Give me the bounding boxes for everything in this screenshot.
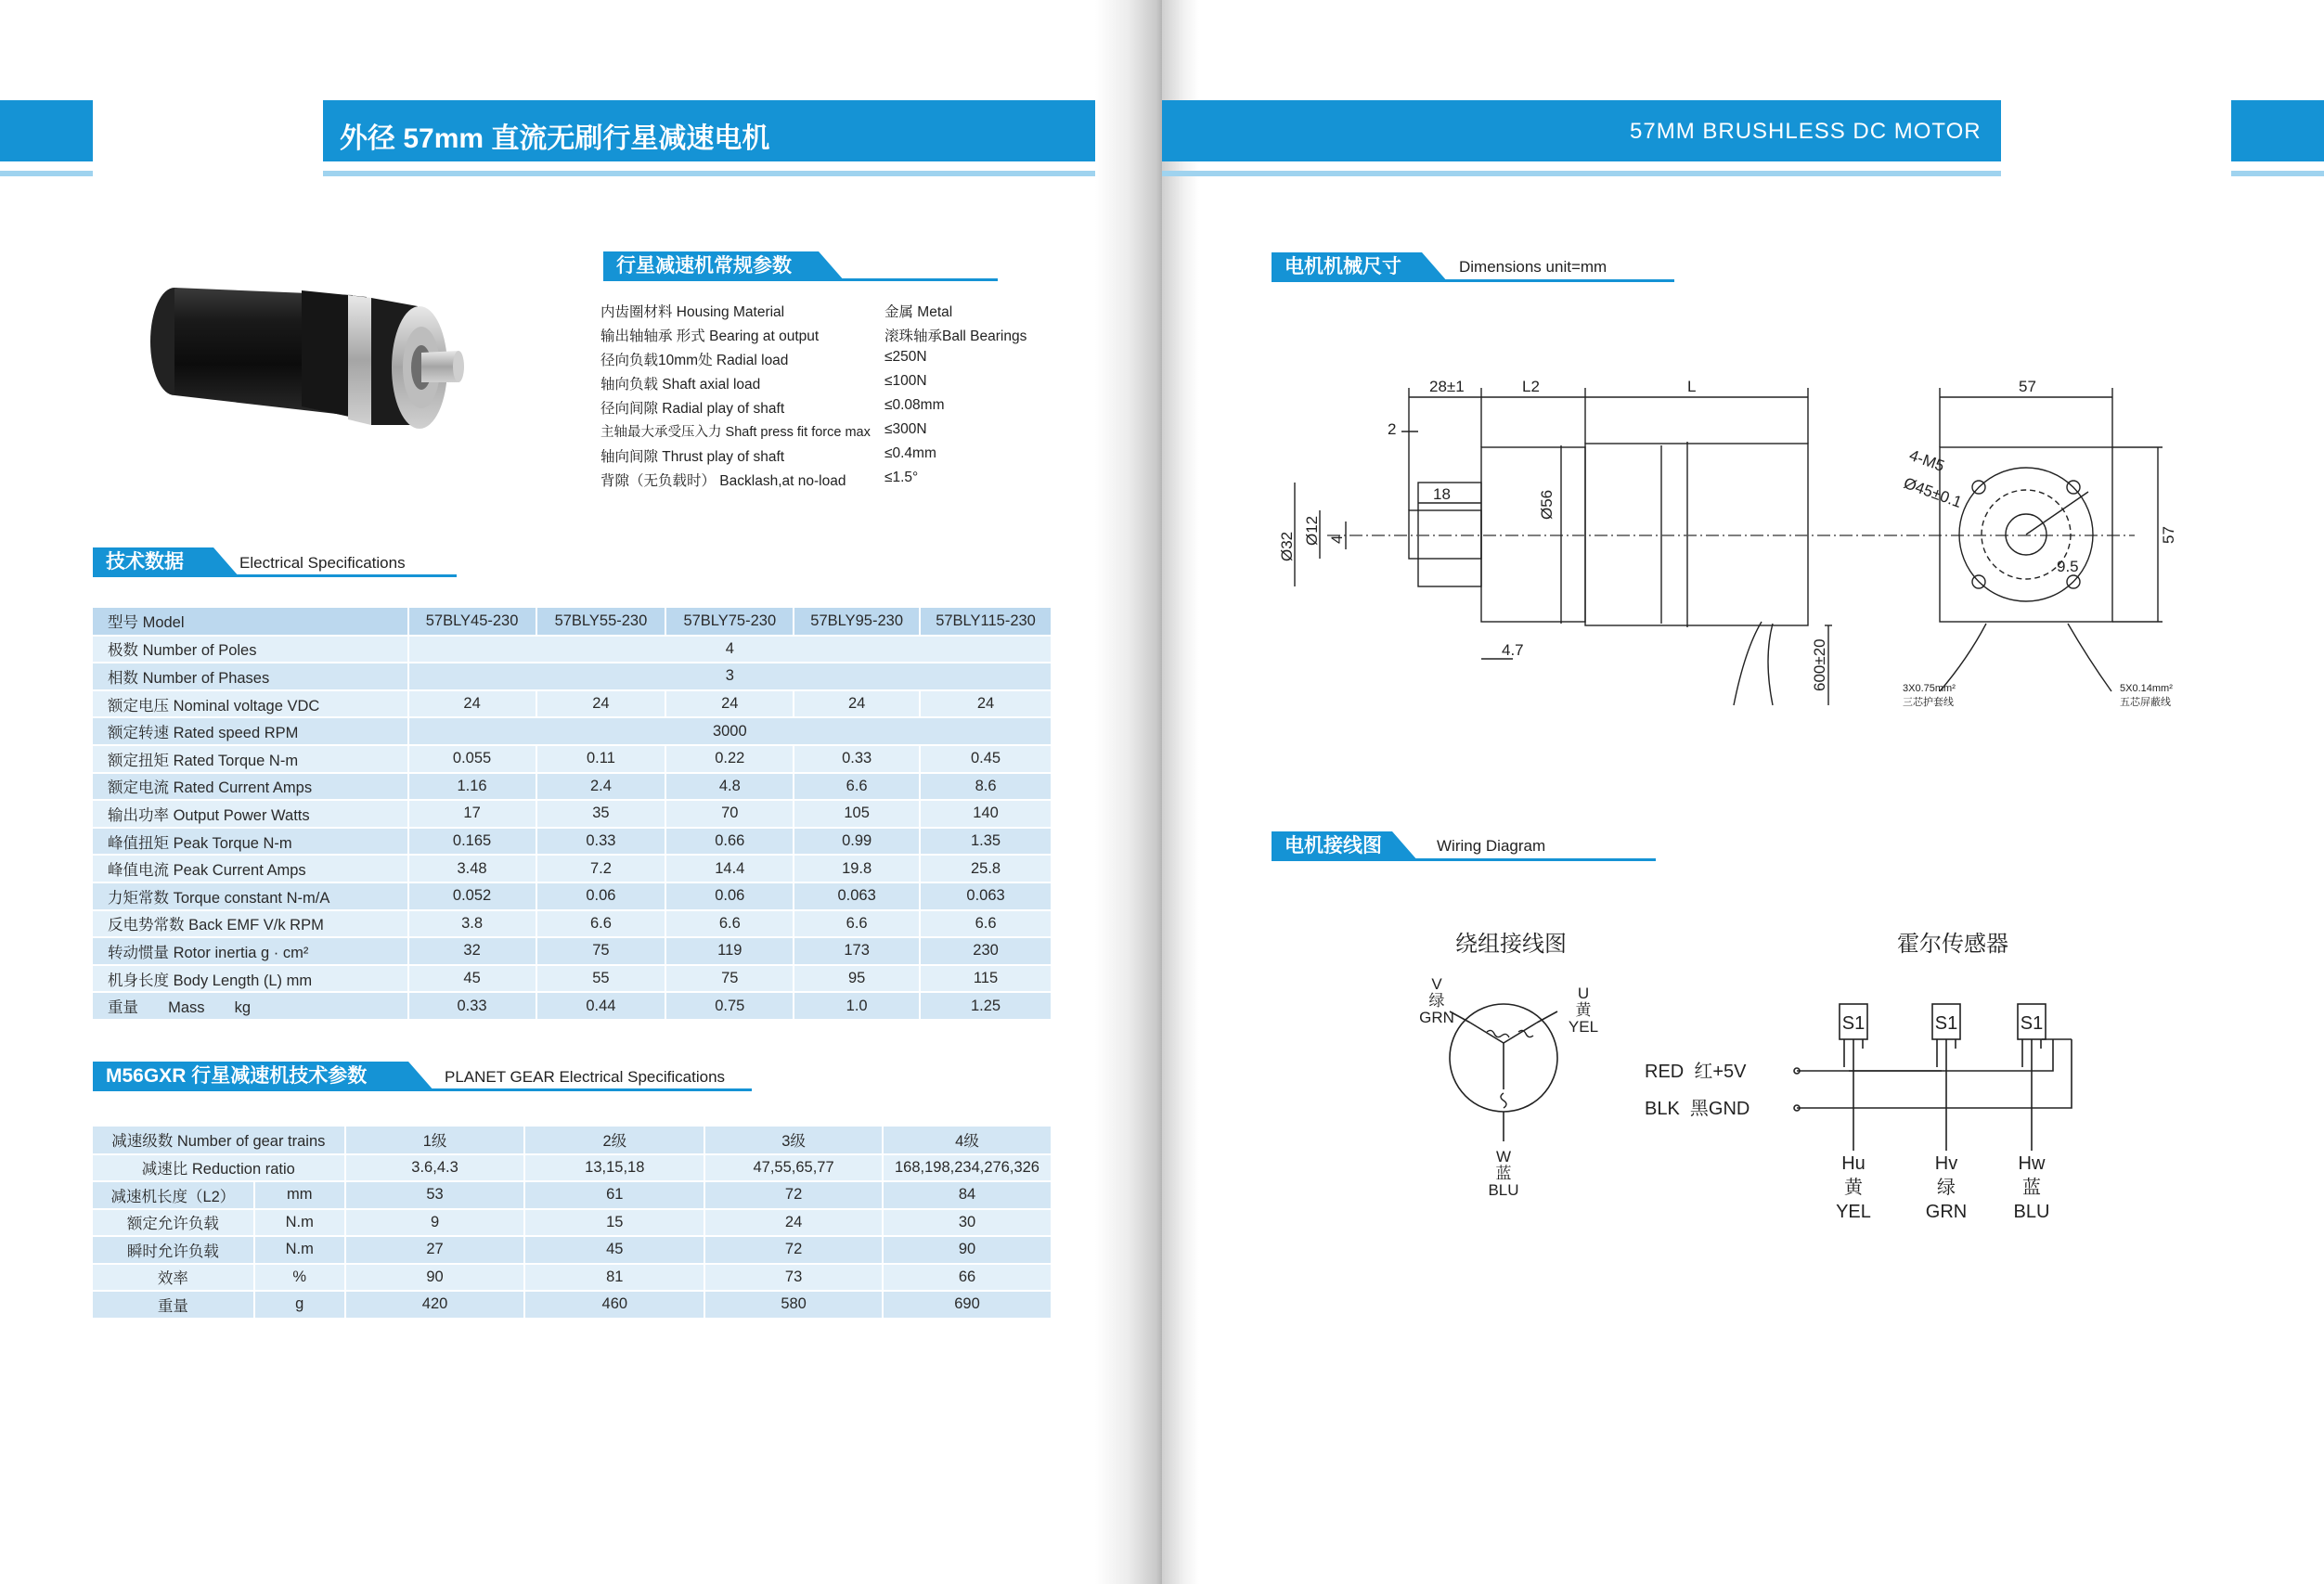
table-row — [93, 855, 1052, 882]
param-value: 金属 Metal — [884, 304, 953, 320]
table-cell: 53 — [345, 1181, 525, 1209]
table-cell: 119 — [665, 937, 794, 965]
table-cell: 0.06 — [536, 882, 666, 910]
row-label: 机身长度 Body Length (L) mm — [93, 965, 408, 993]
winding-v-en: GRN — [1419, 1009, 1454, 1026]
hall-sensor-label: S1 — [1841, 1013, 1866, 1034]
table-cell: 3000 — [408, 717, 1052, 745]
table-cell: 15 — [524, 1209, 704, 1237]
table-cell: 4 — [408, 636, 1052, 663]
hall-title: 霍尔传感器 — [1897, 932, 2008, 957]
table-cell: 14.4 — [665, 855, 794, 882]
table-cell: 580 — [704, 1291, 883, 1319]
table-cell: 90 — [345, 1264, 525, 1292]
header-cell: 57BLY55-230 — [536, 608, 666, 636]
shaft-outline — [1409, 510, 1481, 559]
dim-2: 2 — [1388, 420, 1397, 438]
winding-u-en: YEL — [1568, 1018, 1599, 1036]
row-unit: g — [254, 1291, 345, 1319]
winding-v-label: V — [1431, 975, 1442, 993]
param-value: ≤0.08mm — [884, 397, 945, 413]
param-value: 滚珠轴承Ball Bearings — [884, 328, 1027, 344]
header-band-left-stub — [0, 100, 93, 161]
row-label: 额定电流 Rated Current Amps — [93, 773, 408, 801]
table-cell: 4.8 — [665, 773, 794, 801]
dimension-drawing — [1272, 371, 2237, 724]
table-row — [93, 1264, 1052, 1292]
table-row — [93, 1291, 1052, 1319]
table-cell: 0.33 — [408, 992, 536, 1020]
table-row — [93, 1209, 1052, 1237]
param-label: 主轴最大承受压入力 Shaft press fit force max — [600, 425, 871, 440]
param-row — [600, 470, 919, 494]
table-cell: 24 — [536, 690, 666, 718]
book-spine-shadow-left — [1095, 0, 1162, 1584]
table-cell: 6.6 — [794, 910, 920, 938]
gear-section-subtitle: PLANET GEAR Electrical Specifications — [445, 1068, 726, 1086]
header-band-right-stub — [2231, 100, 2324, 161]
hall-sensor-label: S1 — [2020, 1013, 2044, 1034]
row-label: 额定允许负载 — [93, 1209, 254, 1237]
table-row — [93, 828, 1052, 856]
table-row — [93, 663, 1052, 690]
table-cell: 47,55,65,77 — [704, 1154, 883, 1182]
table-cell: 0.75 — [665, 992, 794, 1020]
param-row — [600, 325, 1027, 349]
dimensions-section-subtitle: Dimensions unit=mm — [1459, 258, 1607, 276]
table-header-row — [93, 608, 1052, 636]
table-cell: 90 — [883, 1236, 1052, 1264]
param-row — [600, 445, 936, 470]
gear-spec-table — [93, 1127, 1052, 1320]
header-cell: 57BLY45-230 — [408, 608, 536, 636]
table-cell: 7.2 — [536, 855, 666, 882]
row-label: 峰值扭矩 Peak Torque N-m — [93, 828, 408, 856]
table-row — [93, 882, 1052, 910]
table-cell: 6.6 — [665, 910, 794, 938]
page-title: 外径 57mm 直流无刷行星减速电机 — [340, 123, 770, 154]
row-label: 峰值电流 Peak Current Amps — [93, 855, 408, 882]
wiring-section-line — [1272, 858, 1656, 861]
row-label: 输出功率 Output Power Watts — [93, 800, 408, 828]
table-cell: 6.6 — [794, 773, 920, 801]
header-thin-line-left-stub — [0, 171, 93, 176]
dim-l: L — [1687, 378, 1697, 395]
row-unit: N.m — [254, 1209, 345, 1237]
table-row — [93, 910, 1052, 938]
dim-45: Ø45±0.1 — [1901, 473, 1965, 512]
table-row — [93, 1236, 1052, 1264]
table-cell: 19.8 — [794, 855, 920, 882]
dim-m5: 4-M5 — [1906, 445, 1947, 476]
table-row — [93, 992, 1052, 1020]
table-cell: 0.66 — [665, 828, 794, 856]
param-label: 内齿圈材料 Housing Material — [600, 304, 785, 320]
table-cell: 8.6 — [920, 773, 1052, 801]
table-cell: 0.165 — [408, 828, 536, 856]
table-cell: 168,198,234,276,326 — [883, 1154, 1052, 1182]
dim-18: 18 — [1433, 485, 1451, 503]
param-row — [600, 421, 927, 445]
param-value: ≤1.5° — [884, 470, 919, 485]
param-value: ≤0.4mm — [884, 445, 936, 461]
dim-57-side: 57 — [2160, 526, 2177, 544]
row-label: 重量 — [93, 1291, 254, 1319]
header-thin-line-right-stub — [2231, 171, 2324, 176]
table-cell: 24 — [408, 690, 536, 718]
row-label: 反电势常数 Back EMF V/k RPM — [93, 910, 408, 938]
table-cell: 140 — [920, 800, 1052, 828]
elec-section-subtitle: Electrical Specifications — [239, 554, 406, 572]
row-label: 效率 — [93, 1264, 254, 1292]
param-row — [600, 349, 927, 373]
table-cell: 84 — [883, 1181, 1052, 1209]
table-cell: 6.6 — [536, 910, 666, 938]
table-cell: 66 — [883, 1264, 1052, 1292]
hall-hu-cn: 黄 — [1844, 1178, 1863, 1198]
dim-32: Ø32 — [1278, 531, 1296, 561]
table-cell: 1.0 — [794, 992, 920, 1020]
dim-600: 600±20 — [1811, 638, 1828, 691]
elec-section-tab: 技术数据 — [93, 547, 213, 577]
param-value: ≤250N — [884, 349, 927, 365]
table-row — [93, 800, 1052, 828]
table-cell: 95 — [794, 965, 920, 993]
electrical-spec-table — [93, 608, 1052, 1021]
winding-u-cn: 黄 — [1575, 1001, 1592, 1019]
book-spine-shadow-right — [1162, 0, 1199, 1584]
table-cell: 0.22 — [665, 745, 794, 773]
dim-56: Ø56 — [1538, 489, 1556, 520]
hall-hv: Hv — [1934, 1153, 1958, 1174]
table-row — [93, 745, 1052, 773]
table-cell: 0.055 — [408, 745, 536, 773]
motor-body-outline — [1585, 444, 1808, 625]
row-label: 额定转速 Rated speed RPM — [93, 717, 408, 745]
table-cell: 45 — [524, 1236, 704, 1264]
param-label: 轴向负载 Shaft axial load — [600, 377, 761, 393]
hall-hu-en: YEL — [1836, 1202, 1871, 1222]
table-cell: 1.25 — [920, 992, 1052, 1020]
header-cell: 57BLY75-230 — [665, 608, 794, 636]
row-label: 重量 Mass kg — [93, 992, 408, 1020]
table-cell: 45 — [408, 965, 536, 993]
table-cell: 3.6,4.3 — [345, 1154, 525, 1182]
hall-blk-label: BLK 黑GND — [1645, 1099, 1750, 1119]
winding-w-cn: 蓝 — [1495, 1165, 1512, 1182]
dim-28: 28±1 — [1429, 378, 1465, 395]
winding-w-en: BLU — [1488, 1181, 1519, 1199]
table-cell: 4级 — [883, 1127, 1052, 1154]
wiring-section-tab: 电机接线图 — [1272, 831, 1392, 861]
table-cell: 0.063 — [794, 882, 920, 910]
table-cell: 0.44 — [536, 992, 666, 1020]
table-row — [93, 1154, 1052, 1182]
winding-w-label: W — [1495, 1148, 1512, 1165]
gear-section-tab: M56GXR 行星减速机技术参数 — [93, 1062, 408, 1091]
table-cell: 72 — [704, 1236, 883, 1264]
table-row — [93, 717, 1052, 745]
hall-hw-en: BLU — [2013, 1202, 2050, 1222]
table-cell: 1.35 — [920, 828, 1052, 856]
table-cell: 75 — [536, 937, 666, 965]
table-cell: 61 — [524, 1181, 704, 1209]
table-cell: 72 — [704, 1181, 883, 1209]
param-label: 径向负载10mm处 Radial load — [600, 353, 789, 368]
table-cell: 81 — [524, 1264, 704, 1292]
row-label: 转动惯量 Rotor inertia g · cm² — [93, 937, 408, 965]
table-cell: 0.33 — [536, 828, 666, 856]
param-row — [600, 397, 945, 421]
param-label: 轴向间隙 Thrust play of shaft — [600, 449, 785, 465]
table-cell: 24 — [704, 1209, 883, 1237]
header-cell: 57BLY115-230 — [920, 608, 1052, 636]
params-section-line — [603, 278, 998, 281]
params-section-tab: 行星减速机常规参数 — [603, 251, 819, 281]
table-cell: 55 — [536, 965, 666, 993]
header-thin-line-right — [1162, 171, 2001, 176]
table-cell: 690 — [883, 1291, 1052, 1319]
table-row — [93, 636, 1052, 663]
table-cell: 24 — [794, 690, 920, 718]
cable-label-2: 5X0.14mm² — [2120, 683, 2173, 694]
dim-4-7: 4.7 — [1502, 641, 1524, 659]
table-cell: 0.063 — [920, 882, 1052, 910]
table-cell: 30 — [883, 1209, 1052, 1237]
param-value: ≤100N — [884, 373, 927, 389]
table-cell: 73 — [704, 1264, 883, 1292]
table-cell: 6.6 — [920, 910, 1052, 938]
table-row — [93, 937, 1052, 965]
param-row — [600, 373, 927, 397]
header-thin-line — [323, 171, 1162, 176]
row-label: 减速级数 Number of gear trains — [93, 1127, 345, 1154]
table-cell: 0.99 — [794, 828, 920, 856]
table-row — [93, 1127, 1052, 1154]
param-label: 径向间隙 Radial play of shaft — [600, 401, 785, 417]
gear-section-line — [93, 1088, 752, 1091]
table-cell: 70 — [665, 800, 794, 828]
table-row — [93, 690, 1052, 718]
row-label: 力矩常数 Torque constant N-m/A — [93, 882, 408, 910]
dim-4: 4 — [1328, 534, 1346, 544]
dim-l2: L2 — [1522, 378, 1540, 395]
dimensions-section-tab: 电机机械尺寸 — [1272, 252, 1422, 282]
header-cell: 型号 Model — [93, 608, 408, 636]
table-cell: 0.11 — [536, 745, 666, 773]
table-cell: 105 — [794, 800, 920, 828]
gearbox-outline — [1481, 447, 1585, 622]
table-row — [93, 773, 1052, 801]
hall-red-label: RED 红+5V — [1645, 1062, 1747, 1082]
motor-product-image — [121, 267, 510, 444]
dim-57-top: 57 — [2019, 378, 2036, 395]
table-cell: 25.8 — [920, 855, 1052, 882]
hall-hv-en: GRN — [1925, 1202, 1968, 1222]
hall-hw-cn: 蓝 — [2022, 1178, 2041, 1198]
hall-hv-cn: 绿 — [1937, 1178, 1956, 1198]
cable-label-1-cn: 三芯护套线 — [1903, 697, 1954, 708]
table-cell: 3级 — [704, 1127, 883, 1154]
table-cell: 3.8 — [408, 910, 536, 938]
elec-section-line — [93, 574, 457, 577]
table-cell: 0.06 — [665, 882, 794, 910]
dim-9-5: 9.5 — [2057, 558, 2079, 575]
header-cell: 57BLY95-230 — [794, 608, 920, 636]
table-cell: 0.33 — [794, 745, 920, 773]
wiring-section-subtitle: Wiring Diagram — [1437, 837, 1546, 855]
table-cell: 1.16 — [408, 773, 536, 801]
table-cell: 2.4 — [536, 773, 666, 801]
row-label: 减速比 Reduction ratio — [93, 1154, 345, 1182]
param-label: 背隙（无负载时） Backlash,at no-load — [600, 473, 846, 489]
dimensions-section-line — [1272, 279, 1674, 282]
param-row — [600, 301, 953, 325]
table-cell: 0.052 — [408, 882, 536, 910]
table-cell: 27 — [345, 1236, 525, 1264]
row-unit: N.m — [254, 1236, 345, 1264]
wiring-diagram — [1348, 919, 2276, 1234]
table-cell: 230 — [920, 937, 1052, 965]
right-page — [1162, 0, 2324, 1584]
table-cell: 460 — [524, 1291, 704, 1319]
table-cell: 420 — [345, 1291, 525, 1319]
table-cell: 17 — [408, 800, 536, 828]
table-cell: 0.45 — [920, 745, 1052, 773]
param-label: 输出轴轴承 形式 Bearing at output — [600, 328, 820, 344]
table-cell: 173 — [794, 937, 920, 965]
table-cell: 24 — [665, 690, 794, 718]
table-cell: 9 — [345, 1209, 525, 1237]
winding-title: 绕组接线图 — [1455, 932, 1567, 957]
hall-hu: Hu — [1841, 1153, 1866, 1174]
param-value: ≤300N — [884, 421, 927, 437]
hall-sensor-label: S1 — [1934, 1013, 1958, 1034]
table-cell: 75 — [665, 965, 794, 993]
page-title-en: 57MM BRUSHLESS DC MOTOR — [1630, 119, 1982, 144]
winding-u-label: U — [1577, 985, 1590, 1002]
row-label: 减速机长度（L2） — [93, 1181, 254, 1209]
row-label: 额定扭矩 Rated Torque N-m — [93, 745, 408, 773]
table-cell: 2级 — [524, 1127, 704, 1154]
table-cell: 3.48 — [408, 855, 536, 882]
table-row — [93, 1181, 1052, 1209]
table-cell: 24 — [920, 690, 1052, 718]
row-unit: % — [254, 1264, 345, 1292]
table-cell: 35 — [536, 800, 666, 828]
table-cell: 32 — [408, 937, 536, 965]
winding-v-cn: 绿 — [1428, 992, 1445, 1010]
dim-12: Ø12 — [1303, 515, 1321, 546]
cable-label-2-cn: 五芯屏蔽线 — [2120, 697, 2171, 708]
row-label: 极数 Number of Poles — [93, 636, 408, 663]
row-label: 额定电压 Nominal voltage VDC — [93, 690, 408, 718]
table-cell: 3 — [408, 663, 1052, 690]
table-row — [93, 965, 1052, 993]
row-label: 相数 Number of Phases — [93, 663, 408, 690]
table-cell: 1级 — [345, 1127, 525, 1154]
row-unit: mm — [254, 1181, 345, 1209]
row-label: 瞬时允许负载 — [93, 1236, 254, 1264]
cable-label-1: 3X0.75mm² — [1903, 683, 1956, 694]
hall-hw: Hw — [2018, 1153, 2046, 1174]
table-cell: 115 — [920, 965, 1052, 993]
table-cell: 13,15,18 — [524, 1154, 704, 1182]
